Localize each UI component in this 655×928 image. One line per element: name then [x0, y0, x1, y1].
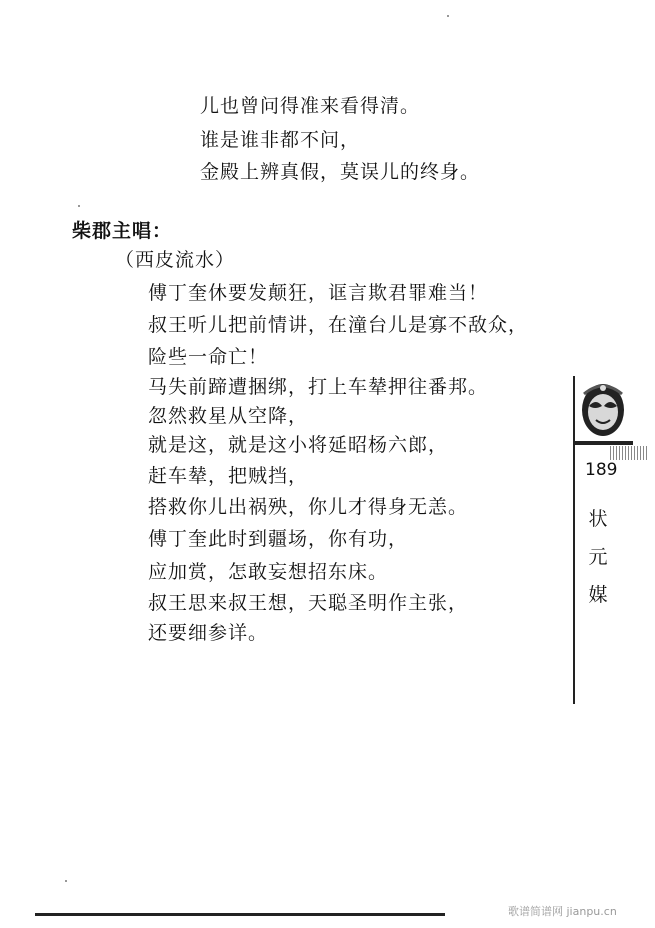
- lyric-line: 傅丁奎休要发颠狂，诓言欺君罪难当！: [148, 282, 489, 304]
- page-number: 189: [585, 460, 618, 480]
- running-title-char: 元: [588, 546, 608, 568]
- margin-rule: [573, 376, 575, 704]
- scan-speck: [447, 15, 449, 17]
- scan-speck: [78, 205, 80, 207]
- lyric-line: 还要细参详。: [148, 622, 269, 644]
- scan-speck: [65, 880, 67, 882]
- lyric-line: 叔王思来叔王想，天聪圣明作主张，: [148, 592, 469, 614]
- lyric-line: 傅丁奎此时到疆场，你有功，: [148, 528, 409, 550]
- lyric-line: 险些一命亡！: [148, 346, 269, 368]
- lyric-line: 叔王听儿把前情讲，在潼台儿是寡不敌众，: [148, 314, 529, 336]
- running-title-char: 媒: [588, 584, 608, 606]
- stanza-line: 儿也曾问得准来看得清。: [200, 95, 421, 117]
- site-watermark: 歌谱简谱网 jianpu.cn: [508, 905, 617, 918]
- stanza-line: 谁是谁非都不问，: [200, 129, 361, 151]
- lyric-line: 应加赏，怎敢妄想招东床。: [148, 561, 389, 583]
- tune-label: （西皮流水）: [115, 249, 236, 271]
- lyric-line: 搭救你儿出祸殃，你儿才得身无恙。: [148, 496, 469, 518]
- singer-heading: 柴郡主唱：: [72, 220, 173, 242]
- lyric-line: 赶车辇，把贼挡，: [148, 465, 309, 487]
- footer-rule: [35, 913, 445, 916]
- lyric-line: 马失前蹄遭捆绑，打上车辇押往番邦。: [148, 376, 489, 398]
- running-title-char: 状: [588, 508, 608, 530]
- stanza-line: 金殿上辨真假，莫误儿的终身。: [200, 161, 481, 183]
- lyric-line: 就是这，就是这小将延昭杨六郎，: [148, 434, 449, 456]
- lyric-line: 忽然救星从空降，: [148, 405, 309, 427]
- margin-bar: [575, 441, 633, 445]
- halftone-block: [610, 446, 648, 460]
- running-title: [586, 500, 610, 614]
- opera-mask-icon: [578, 380, 628, 440]
